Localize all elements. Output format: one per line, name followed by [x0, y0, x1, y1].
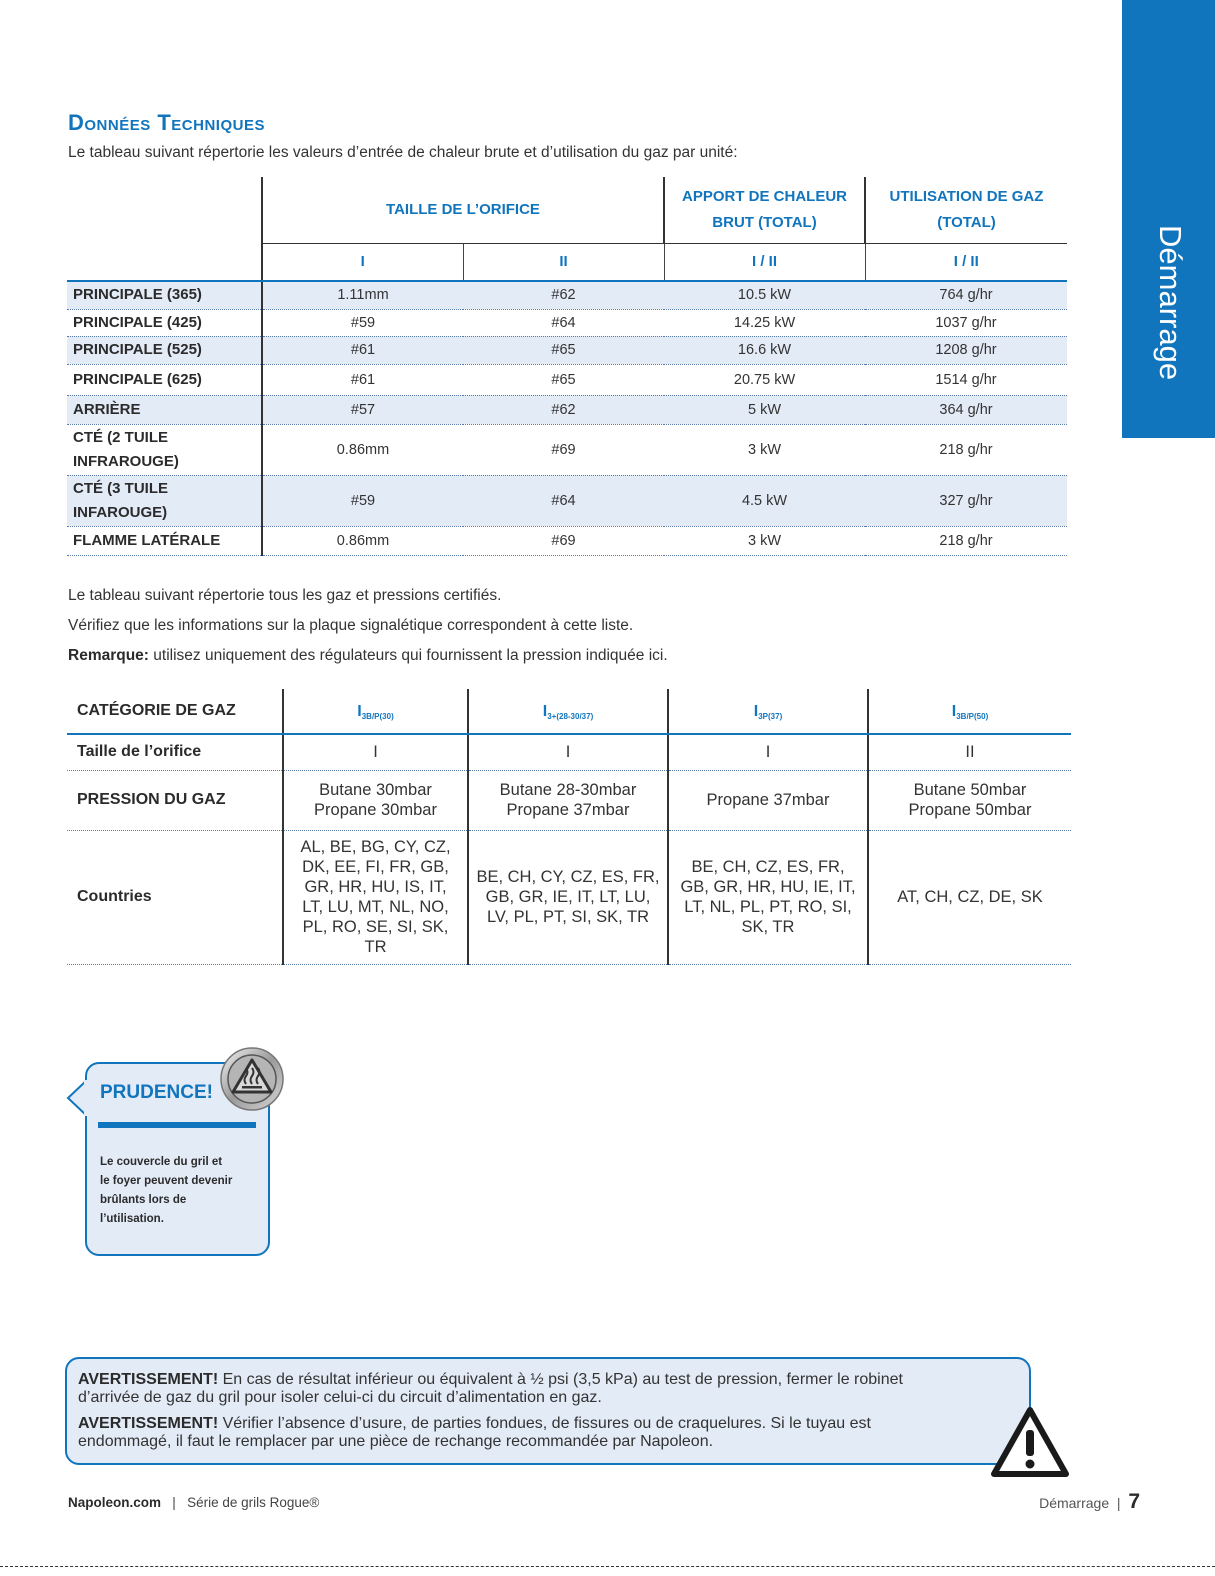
caution-title: PRUDENCE! — [100, 1082, 213, 1103]
table-row: PRINCIPALE (625) #61 #65 20.75 kW 1514 g/hr — [67, 364, 1067, 395]
table-row: Countries AL, BE, BG, CY, CZ, DK, EE, FI, FR, GB, GR, HR, HU, IS, IT, LT, LU, MT, NL, NO, PL, RO, SE, SI, SK, TR BE, CH, CY, CZ, ES, FR, GB, GR, IE, IT, LT, LU, LV, PL, PT, SI, SK, TR BE, CH, CZ, ES, FR, GB, GR, HR, HU, IE, IT, LT, NL, PL, PT, RO, SI, SK, TR AT, CH, CZ, DE, SK — [67, 830, 1071, 964]
table-row: PRESSION DU GAZ Butane 30mbar Propane 30mbar Butane 28-30mbar Propane 37mbar Propane 37mbar Butane 50mbar Propane 50mbar — [67, 770, 1071, 830]
gas-category: $I_{3B/P(30)}$ — [283, 689, 468, 734]
paragraph-note: Remarque: utilisez uniquement des régulateurs qui fournissent la pression indiquée ici. — [68, 647, 668, 664]
table-row: PRINCIPALE (365) 1.11mm #62 10.5 kW 764 g/hr — [67, 281, 1067, 309]
table-row: CATÉGORIE DE GAZ $I_{3B/P(30)}$ $I_{3+(28-30/37)}$ $I_{3P(37)}$ $I_{3B/P(50)}$ — [67, 689, 1071, 734]
paragraph-rating-plate: Vérifiez que les informations sur la plaque signalétique correspondent à cette liste. — [68, 617, 634, 634]
warning-text: AVERTISSEMENT! Vérifier l’absence d’usure, de parties fondues, de fissures ou de craquelures. Si le tuyau est endommagé, il faut le remplacer par une pièce de rechange recommandée par Napoleon. — [78, 1415, 871, 1450]
table-row: FLAMME LATÉRALE 0.86mm #69 3 kW 218 g/hr — [67, 526, 1067, 555]
page-title: Données Techniques — [68, 110, 265, 135]
warning-text: AVERTISSEMENT! En cas de résultat inférieur ou équivalent à ½ psi (3,5 kPa) au test de pression, fermer le robinet d’arrivée de gaz du gril pour isoler celui-ci du circuit d’alimentation en gaz. — [78, 1371, 903, 1406]
footer-right: Démarrage | 7 — [1039, 1490, 1140, 1513]
caution-text: Le couvercle du gril et le foyer peuvent devenir brûlants lors de l’utilisation. — [100, 1156, 233, 1225]
gas-category-table — [67, 689, 1071, 965]
gas-category: $I_{3+(28-30/37)}$ — [468, 689, 668, 734]
table-row: CTÉ (3 TUILE INFAROUGE) #59 #64 4.5 kW 327 g/hr — [67, 475, 1067, 526]
section-tab-label: Démarrage — [1153, 225, 1188, 381]
caution-rule — [98, 1122, 256, 1128]
warning-icon — [990, 1406, 1070, 1480]
table-row: PRINCIPALE (525) #61 #65 16.6 kW 1208 g/hr — [67, 336, 1067, 364]
gas-category: $I_{3B/P(50)}$ — [868, 689, 1071, 734]
caution-notch-cover — [84, 1080, 90, 1116]
table-row: CTÉ (2 TUILE INFRAROUGE) 0.86mm #69 3 kW 218 g/hr — [67, 424, 1067, 475]
table-row: Taille de l’orifice I I I II — [67, 734, 1071, 770]
header-gas: UTILISATION DE GAZ (TOTAL) — [865, 177, 1067, 243]
header-col-gas: I / II — [865, 243, 1067, 281]
header-col-ii: II — [463, 243, 664, 281]
header-col-heat: I / II — [664, 243, 865, 281]
footer-left: Napoleon.com | Série de grils Rogue® — [68, 1495, 320, 1510]
table-row: PRINCIPALE (425) #59 #64 14.25 kW 1037 g/hr — [67, 309, 1067, 336]
paragraph-certified-gases: Le tableau suivant répertorie tous les gaz et pressions certifiés. — [68, 587, 502, 604]
page-number: 7 — [1128, 1490, 1140, 1513]
table-row: ARRIÈRE #57 #62 5 kW 364 g/hr — [67, 395, 1067, 424]
table-corner — [67, 177, 262, 243]
gas-category: $I_{3P(37)}$ — [668, 689, 868, 734]
header-heat: APPORT DE CHALEUR BRUT (TOTAL) — [664, 177, 865, 243]
hot-surface-icon — [219, 1046, 285, 1112]
header-col-i: I — [262, 243, 463, 281]
header-orifice: TAILLE DE L’ORIFICE — [262, 177, 664, 243]
table-corner — [67, 243, 262, 281]
bottom-rule — [0, 1566, 1215, 1567]
technical-data-table — [67, 177, 1067, 556]
intro-text: Le tableau suivant répertorie les valeurs d’entrée de chaleur brute et d’utilisation du gaz par unité: — [68, 144, 738, 161]
